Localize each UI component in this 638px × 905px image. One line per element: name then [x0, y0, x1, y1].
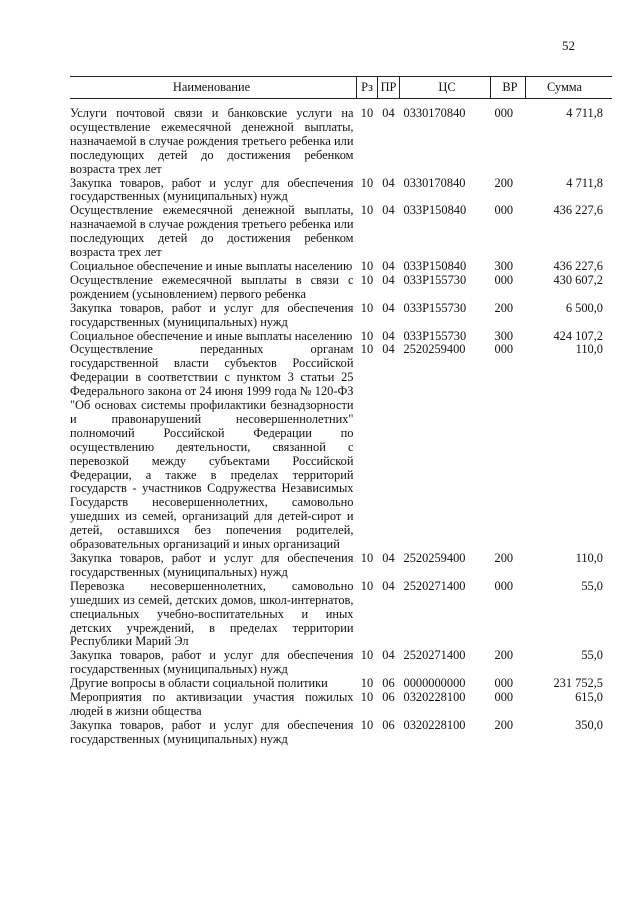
table-row: [70, 204, 612, 260]
row-rz: 10: [360, 551, 374, 565]
row-cs: 033Р150840: [403, 258, 467, 273]
header-row: [70, 77, 612, 99]
row-rz: 10: [360, 175, 374, 190]
row-vr: 300: [494, 258, 514, 273]
table-row: [70, 580, 612, 650]
row-name: Мероприятия по активизации участия пожилых людей в жизни общества: [70, 690, 354, 718]
row-name: Социальное обеспечение и иные выплаты населению: [70, 328, 353, 343]
row-pr: 04: [382, 342, 395, 357]
row-sum: 4 711,8: [566, 106, 603, 120]
row-sum: 231 752,5: [553, 676, 603, 691]
table-row: [70, 343, 612, 552]
row-rz: 10: [360, 717, 374, 732]
row-sum: 424 107,2: [553, 328, 603, 343]
header-vr: ВР: [491, 77, 526, 99]
header-sum: Сумма: [526, 77, 613, 99]
row-name: Закупка товаров, работ и услуг для обеспечения государственных (муниципальных) нужд: [70, 717, 354, 746]
row-cs: 033Р155730: [403, 272, 467, 287]
row-vr: 000: [494, 690, 514, 705]
row-vr: 000: [494, 342, 514, 357]
row-cs: 2520271400: [403, 648, 466, 663]
row-sum: 55,0: [581, 578, 603, 593]
row-sum: 436 227,6: [553, 203, 603, 218]
row-cs: 0330170840: [403, 106, 466, 120]
row-pr: 04: [382, 106, 395, 120]
table-row: [70, 649, 612, 677]
row-sum: 436 227,6: [553, 258, 603, 273]
table-row: [70, 260, 612, 274]
row-rz: 10: [360, 676, 374, 691]
row-vr: 300: [494, 328, 514, 343]
row-vr: 200: [494, 175, 514, 190]
row-cs: 2520259400: [403, 342, 466, 357]
table-row: [70, 302, 612, 330]
row-cs: 0000000000: [403, 676, 466, 691]
table-row: [70, 274, 612, 302]
row-rz: 10: [360, 258, 374, 273]
table-row: [70, 330, 612, 344]
row-sum: 55,0: [581, 648, 603, 663]
row-name: Закупка товаров, работ и услуг для обеспечения государственных (муниципальных) нужд: [70, 551, 354, 579]
row-pr: 04: [382, 551, 395, 565]
row-rz: 10: [360, 578, 374, 593]
table-body: [70, 99, 612, 747]
row-cs: 033Р150840: [403, 203, 467, 218]
row-pr: 04: [382, 258, 395, 273]
row-cs: 2520259400: [403, 551, 466, 565]
row-cs: 0330170840: [403, 175, 466, 190]
header-cs: ЦС: [400, 77, 491, 99]
row-name: Осуществление ежемесячной выплаты в связи с рождением (усыновлением) первого ребенка: [70, 272, 354, 301]
row-sum: 430 607,2: [553, 272, 603, 287]
row-cs: 033Р155730: [403, 300, 467, 315]
table-row: [70, 552, 612, 580]
row-sum: 615,0: [575, 690, 603, 705]
table-row: [70, 99, 612, 177]
header-name: Наименование: [70, 77, 357, 99]
table-row: [70, 719, 612, 747]
row-vr: 000: [494, 676, 514, 691]
row-vr: 000: [494, 106, 514, 120]
budget-table: [70, 76, 612, 747]
row-rz: 10: [360, 342, 374, 357]
row-sum: 350,0: [575, 717, 603, 732]
row-sum: 110,0: [575, 342, 603, 357]
table-row: [70, 677, 612, 691]
row-cs: 033Р155730: [403, 328, 467, 343]
row-cs: 0320228100: [403, 717, 466, 732]
row-name: Осуществление переданных органам государственной власти субъектов Российской Федерации в соответствии с пунктом 3 статьи 25 Федерального закона от 24 июня 1999 года № 120-ФЗ "Об основах системы профилактики безнадзорности и правонарушений несовершеннолетних" полномочий Российской Федерации по осуществлению деятельности, связанной с перевозкой между субъектами Российской Федерации, а также в пределах территорий государств - участников Содружества Независимых Государств несовершеннолетних, самовольно ушедших из семей, организаций для детей-сирот и детей, оставшихся без попечения родителей, образовательных организаций и иных организаций: [70, 342, 354, 552]
row-vr: 200: [494, 300, 514, 315]
row-rz: 10: [360, 203, 374, 218]
row-pr: 06: [382, 676, 395, 691]
row-rz: 10: [360, 106, 374, 120]
table-row: [70, 177, 612, 205]
row-name: Перевозка несовершеннолетних, самовольно ушедших из семей, детских домов, школ-интернатов, специальных учебно-воспитательных и иных детских учреждений, в пределах территории Республики Марий Эл: [70, 578, 354, 649]
row-pr: 06: [382, 690, 395, 705]
row-sum: 4 711,8: [566, 175, 603, 190]
row-rz: 10: [360, 272, 374, 287]
row-name: Другие вопросы в области социальной политики: [70, 676, 328, 691]
row-vr: 200: [494, 648, 514, 663]
header-pr: ПР: [378, 77, 400, 99]
row-pr: 04: [382, 578, 395, 593]
table-row: [70, 691, 612, 719]
row-name: Закупка товаров, работ и услуг для обеспечения государственных (муниципальных) нужд: [70, 648, 354, 677]
row-vr: 000: [494, 578, 514, 593]
row-name: Услуги почтовой связи и банковские услуги на осуществление ежемесячной денежной выплаты, назначаемой в случае рождения третьего ребенка или последующих детей до достижения ребенком возраста трех лет: [70, 106, 354, 176]
header-rz: Рз: [357, 77, 378, 99]
row-name: Закупка товаров, работ и услуг для обеспечения государственных (муниципальных) нужд: [70, 300, 354, 329]
row-pr: 04: [382, 203, 395, 218]
row-rz: 10: [360, 300, 374, 315]
page-number: 52: [562, 38, 575, 53]
row-vr: 200: [494, 717, 514, 732]
row-cs: 2520271400: [403, 578, 466, 593]
row-cs: 0320228100: [403, 690, 466, 705]
row-vr: 000: [494, 203, 514, 218]
row-rz: 10: [360, 648, 374, 663]
row-pr: 04: [382, 648, 395, 663]
row-name: Осуществление ежемесячной денежной выплаты, назначаемой в случае рождения третьего ребенка или последующих детей до достижения ребенком возраста трех лет: [70, 203, 354, 260]
row-sum: 110,0: [575, 551, 603, 565]
row-pr: 04: [382, 300, 395, 315]
row-name: Закупка товаров, работ и услуг для обеспечения государственных (муниципальных) нужд: [70, 175, 354, 204]
row-pr: 04: [382, 328, 395, 343]
row-vr: 200: [494, 551, 514, 565]
row-rz: 10: [360, 690, 374, 705]
row-name: Социальное обеспечение и иные выплаты населению: [70, 258, 353, 273]
row-rz: 10: [360, 328, 374, 343]
row-pr: 06: [382, 717, 395, 732]
row-vr: 000: [494, 272, 514, 287]
row-pr: 04: [382, 272, 395, 287]
table-header: [70, 77, 612, 99]
row-pr: 04: [382, 175, 395, 190]
row-sum: 6 500,0: [565, 300, 603, 315]
